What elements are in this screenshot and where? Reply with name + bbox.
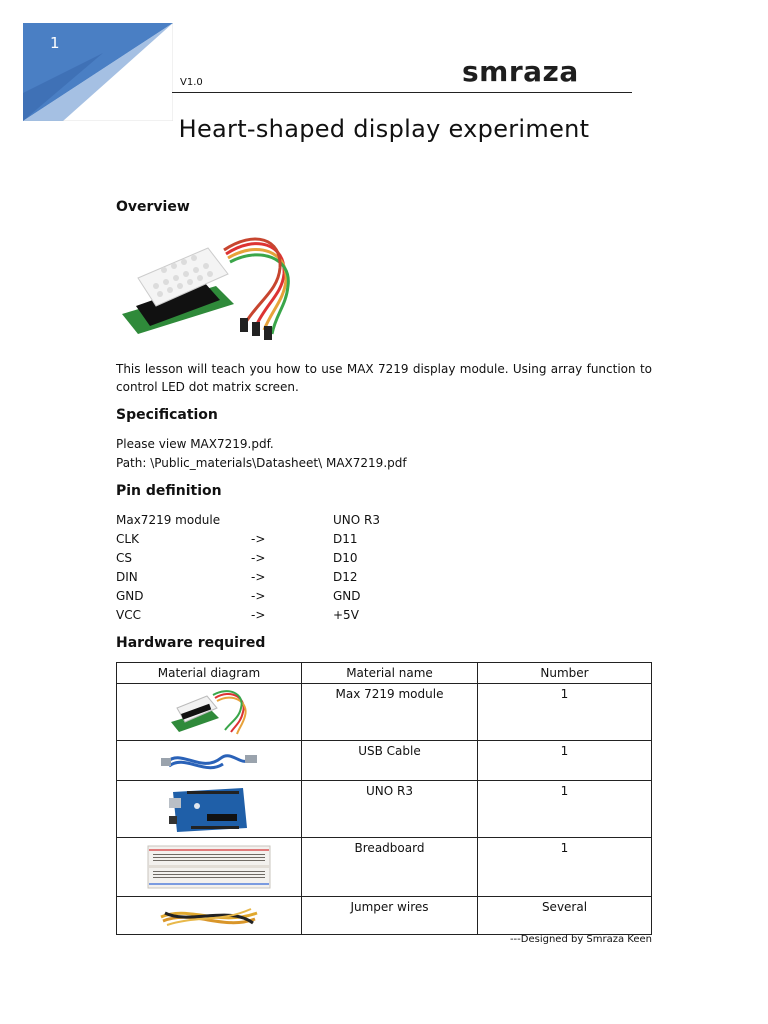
table-header-row [117,663,652,684]
column-header: Material diagram [117,663,302,684]
corner-decoration [23,23,173,121]
pin-row [116,570,516,589]
pin-name: VCC [116,608,141,622]
specification-path: Path: \Public_materials\Datasheet\ MAX7219.pdf [116,456,407,470]
smraza-logo: smraza [462,55,579,88]
pin-header-row [116,513,516,532]
hardware-heading: Hardware required [116,635,266,651]
pin-arrow: -> [251,570,266,584]
pin-target: GND [333,589,361,603]
specification-heading: Specification [116,407,218,423]
pin-arrow: -> [251,589,266,603]
material-diagram-cell [117,684,302,741]
material-name-cell [302,781,478,838]
material-number-cell [478,684,652,741]
max7219-module-image [116,234,300,348]
material-diagram-cell [117,741,302,781]
designed-by: ---Designed by Smraza Keen [509,934,652,945]
material-name-cell [302,741,478,781]
jumper-wires-thumbnail [159,901,259,931]
header-divider [172,92,632,93]
table-row [117,741,652,781]
overview-text: This lesson will teach you how to use MAX 7219 display module. Using array function to control LED dot matrix screen. [116,362,652,394]
pin-row [116,589,516,608]
uno-r3-thumbnail [167,784,251,834]
breadboard-thumbnail [147,845,271,889]
material-diagram-cell [117,781,302,838]
material-number: 1 [560,744,569,758]
pin-target: +5V [333,608,359,622]
material-number: 1 [560,687,569,701]
pin-definition-heading: Pin definition [116,483,222,499]
pin-name: CLK [116,532,139,546]
column-header: Material name [302,663,478,684]
material-number: 1 [560,841,569,855]
pin-arrow: -> [251,608,266,622]
page-number: 1 [50,34,60,52]
material-diagram-cell [117,838,302,897]
table-row [117,897,652,935]
material-name: Jumper wires [350,900,429,914]
pin-name: CS [116,551,132,565]
table-row [117,684,652,741]
page-title: Heart-shaped display experiment [178,115,590,143]
material-name: UNO R3 [366,784,413,798]
version-label: V1.0 [180,77,203,88]
usb-cable-thumbnail [161,746,257,776]
material-diagram-cell [117,897,302,935]
material-name-cell [302,897,478,935]
material-number-cell [478,741,652,781]
pin-arrow: -> [251,551,266,565]
material-name: USB Cable [358,744,421,758]
specification-line-1: Please view MAX7219.pdf. [116,437,274,451]
hardware-table [116,662,652,935]
pin-row [116,608,516,627]
pin-target: D10 [333,551,358,565]
pin-arrow: -> [251,532,266,546]
material-number: 1 [560,784,569,798]
material-name-cell [302,684,478,741]
material-name: Max 7219 module [335,687,444,701]
material-number-cell [478,781,652,838]
table-row [117,838,652,897]
table-row [117,781,652,838]
pin-name: DIN [116,570,138,584]
material-name-cell [302,838,478,897]
material-number: Several [541,900,588,914]
material-number-cell [478,897,652,935]
overview-heading: Overview [116,199,190,215]
material-number-cell [478,838,652,897]
max7219-thumbnail [167,688,251,736]
pin-target: D12 [333,570,358,584]
pin-target: D11 [333,532,358,546]
pin-header-uno: UNO R3 [333,513,380,527]
pin-row [116,551,516,570]
pin-name: GND [116,589,144,603]
material-name: Breadboard [354,841,425,855]
pin-header-module: Max7219 module [116,513,221,527]
pin-row [116,532,516,551]
column-header: Number [478,663,652,684]
